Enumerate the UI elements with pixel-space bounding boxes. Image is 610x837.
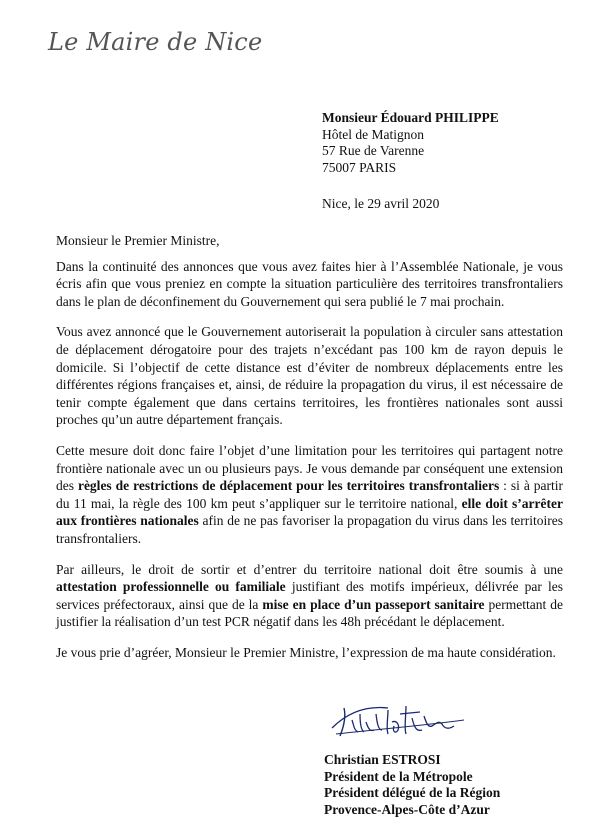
p3-text-2: : si à partir du 11 mai, la règle des 100 km peut s’appliquer sur le territoire national, [56,478,564,511]
recipient-address [322,110,499,176]
paragraph-2: Vous avez annoncé que le Gouvernement autoriserait la population à circuler sans attestation de déplacement dérogatoire pour des trajets n’excédant pas 100 km de rayon depuis le domicile. Si l’objectif de cette distance est d’éviter de nombreux déplacements entre les différentes régions françaises et, ainsi, de réduire la propagation du virus, il est nécessaire de tenir compte également que dans certains territoires, les frontières nationales sont aussi proches qu’un autre département français. [56,324,563,428]
salutation: Monsieur le Premier Ministre, [56,233,220,248]
p3-bold-1: règles de restrictions de déplacement pour les territoires transfrontaliers [77,478,500,494]
recipient-line1: Hôtel de Matignon [322,126,424,142]
p3-text-3: afin de ne pas favoriser la propagation du virus dans les territoires transfrontaliers. [56,513,563,546]
p4-bold-1: attestation professionnelle ou familiale [56,579,286,595]
p4-text-1: Par ailleurs, le droit de sortir et d’entrer du territoire national doit être soumis à une [56,561,563,577]
p3-bold-2: elle doit s’arrêter aux frontières nationales [56,495,563,529]
letter-body [56,232,563,674]
p3-text-1: Cette mesure doit donc faire l’objet d’une limitation pour les territoires qui partagent notre frontière nationale avec un ou plusieurs pays. Je vous demande par conséquent une extension des [56,442,563,494]
signer-title-1: Président de la Métropole [324,768,473,784]
letterhead: Le Maire de Nice [48,28,263,56]
handwritten-signature [330,700,470,740]
p4-text-3: permettant de justifier la réalisation d’un test PCR négatif dans les 48h précédant le déplacement. [56,596,563,630]
recipient-line2: 57 Rue de Varenne [322,143,425,158]
paragraph-1: Dans la continuité des annonces que vous avez faites hier à l’Assemblée Nationale, je vous écris afin que vous preniez en compte la situation particulière des territoires transfrontaliers dans le plan de déconfinement du Gouvernement qui sera publié le 7 mai prochain. [56,258,563,309]
recipient-name: Monsieur Édouard PHILIPPE [322,110,499,125]
signer-block [324,752,500,818]
paragraph-4 [56,561,563,631]
paragraph-3 [56,442,563,548]
signer-title-3: Provence-Alpes-Côte d’Azur [324,801,490,817]
p4-bold-2: mise en place d’un passeport sanitaire [262,596,485,612]
signer-name: Christian ESTROSI [324,752,441,767]
letter-date: Nice, le 29 avril 2020 [322,196,440,211]
closing: Je vous prie d’agréer, Monsieur le Premier Ministre, l’expression de ma haute considération. [56,644,556,660]
recipient-line3: 75007 PARIS [322,159,397,175]
signer-title-2: Président délégué de la Région [324,785,501,800]
p4-text-2: justifiant des motifs impérieux, délivrée par les services préfectoraux, ainsi que de la [56,579,563,612]
